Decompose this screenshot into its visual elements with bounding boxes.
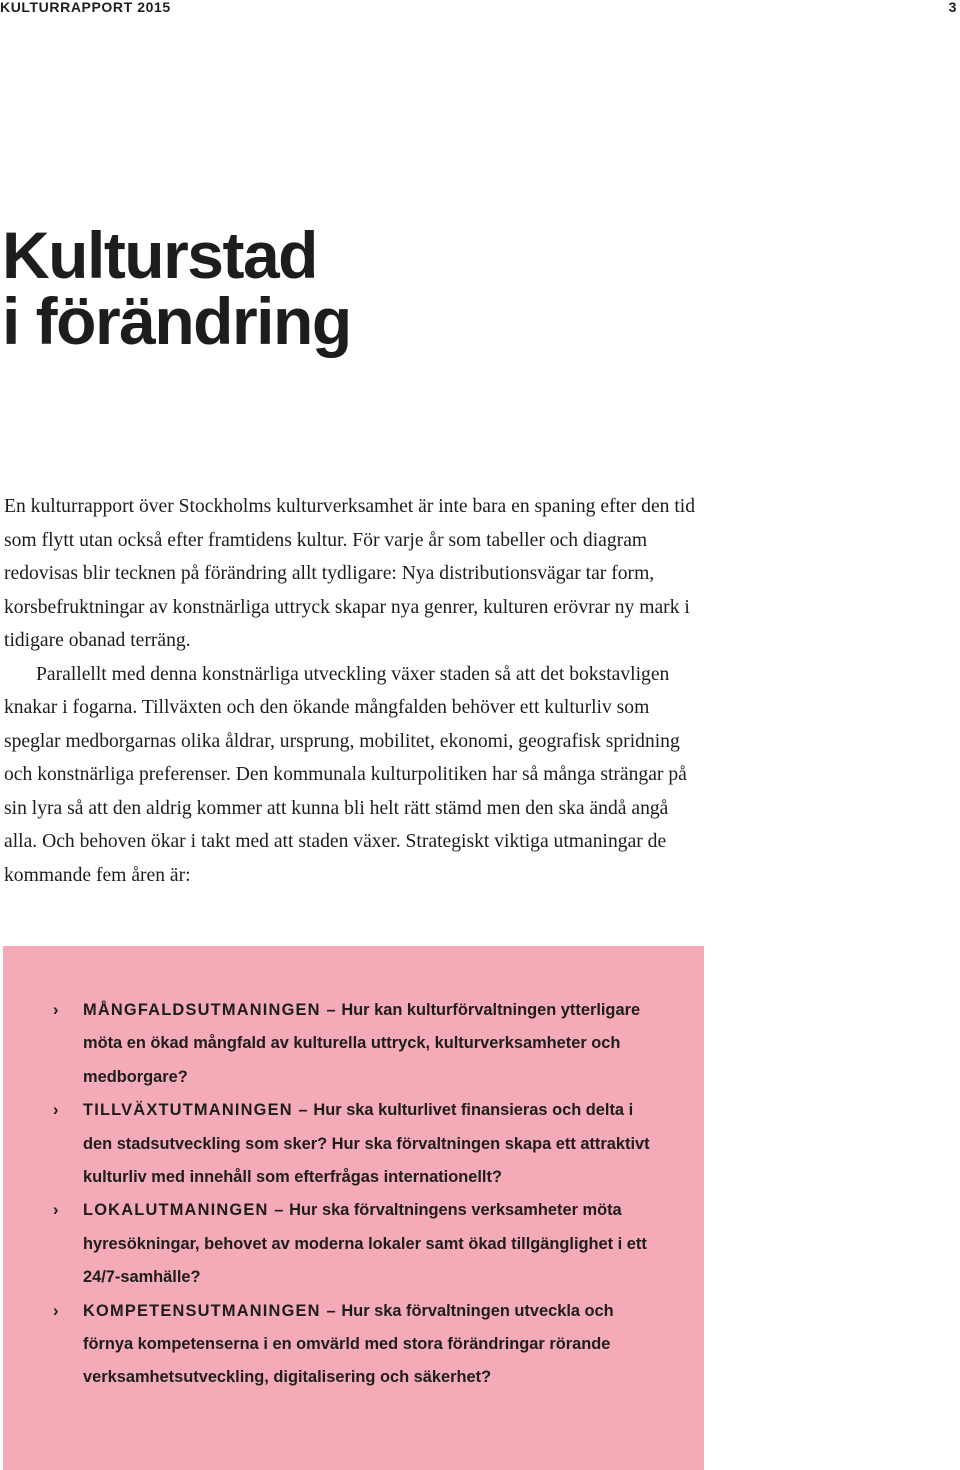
challenge-text: Hur ska förvaltningen utveckla och förnya kompetenserna i en omvärld med stora förändringar rörande verksamhetsutveckling, digitalisering och säkerhet? <box>83 1301 614 1387</box>
running-header <box>0 0 960 14</box>
page-title <box>2 218 351 358</box>
page-title-line-2: i förändring <box>2 284 351 358</box>
chevron-right-icon: › <box>53 1301 59 1320</box>
intro-text <box>4 490 704 892</box>
report-name: KULTURRAPPORT 2015 <box>0 0 171 15</box>
challenge-text: Hur kan kulturförvaltningen ytterligare möta en ökad mångfald av kulturella uttryck, kulturverksamheter och medborgare? <box>83 1001 641 1086</box>
chevron-right-icon: › <box>53 1101 59 1120</box>
page-title-line-1: Kulturstad <box>2 218 317 292</box>
challenge-name: MÅNGFALDSUTMANINGEN – <box>83 1001 337 1019</box>
challenge-name: KOMPETENSUTMANINGEN – <box>83 1301 337 1320</box>
intro-paragraph-1: En kulturrapport över Stockholms kulturverksamhet är inte bara en spaning efter den tid som flytt utan också efter framtidens kultur. För varje år som tabeller och diagram redovisas blir tecknen på förändring allt tydligare: Nya distributionsvägar tar form, korsbefruktningar av konstnärliga uttryck skapar nya genrer, kulturen erövrar ny mark i tidigare obanad terräng. <box>4 496 696 651</box>
challenge-item-growth <box>3 1094 704 1194</box>
challenge-name: LOKALUTMANINGEN – <box>83 1201 285 1220</box>
challenge-item-competence <box>3 1295 704 1395</box>
page-number: 3 <box>948 0 957 15</box>
challenge-text: Hur ska kulturlivet finansieras och delta i den stadsutveckling som sker? Hur ska förvaltningen skapa ett attraktivt kulturliv med innehåll som efterfrågas internationellt? <box>83 1101 650 1187</box>
challenge-item-premises <box>3 1194 704 1294</box>
challenge-name: TILLVÄXTUTMANINGEN – <box>83 1101 309 1120</box>
challenges-box <box>3 946 704 1470</box>
intro-paragraph-2: Parallellt med denna konstnärliga utveckling växer staden så att det bokstavligen knakar i fogarna. Tillväxten och den ökande mångfalden behöver ett kulturliv som speglar medborgarnas olika åldrar, ursprung, mobilitet, ekonomi, geografisk spridning och konstnärliga preferenser. Den kommunala kulturpolitiken har så många strängar på sin lyra så att den aldrig kommer att kunna bli helt rätt stämd men den ska ändå angå alla. Och behoven ökar i takt med att staden växer. Strategiskt viktiga utmaningar de kommande fem åren är: <box>4 663 687 886</box>
chevron-right-icon: › <box>53 1001 59 1019</box>
challenge-text: Hur ska förvaltningens verksamheter möta hyresökningar, behovet av moderna lokaler samt ökad tillgänglighet i ett 24/7-samhälle? <box>83 1201 647 1287</box>
challenges-list <box>3 994 704 1395</box>
challenge-item-diversity <box>3 994 704 1094</box>
chevron-right-icon: › <box>53 1201 59 1220</box>
